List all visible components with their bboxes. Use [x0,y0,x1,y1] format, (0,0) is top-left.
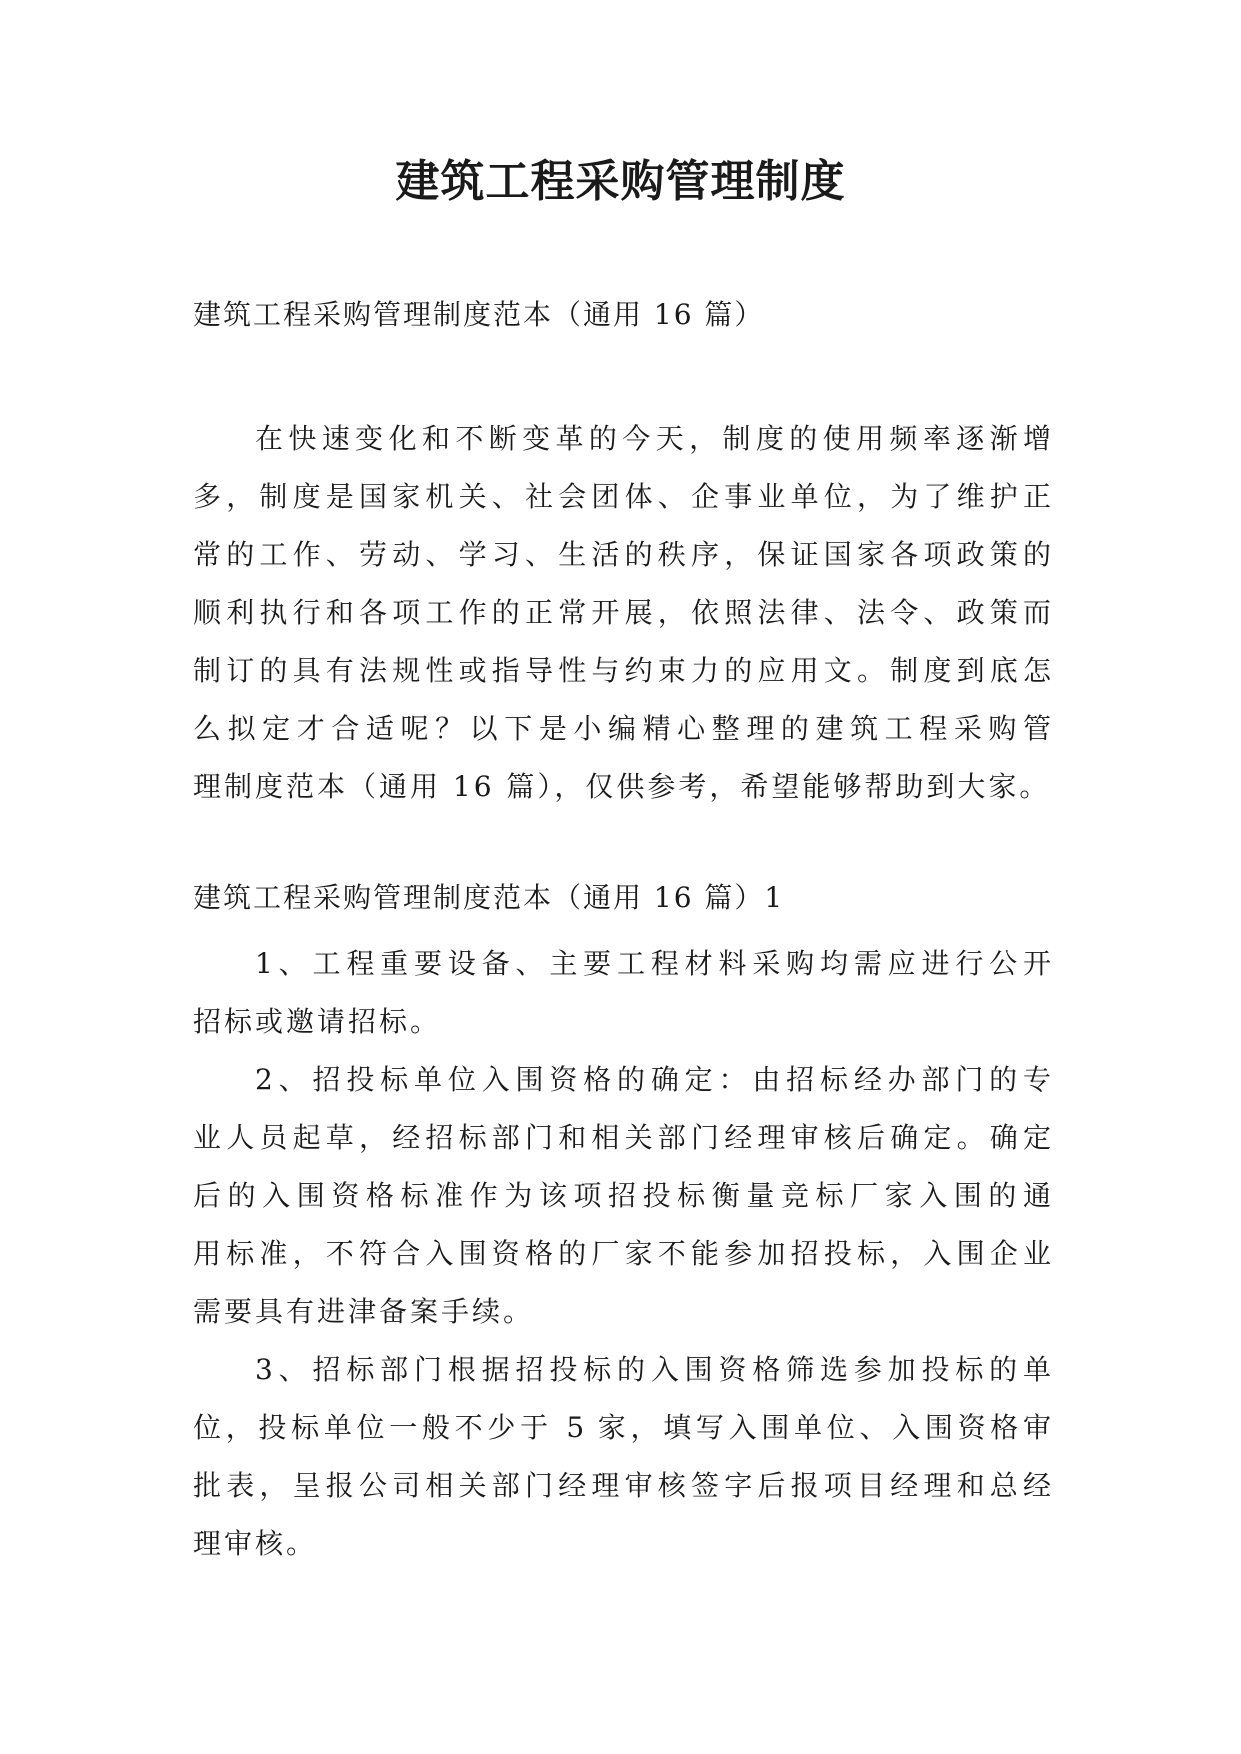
clause-line: 后的入围资格标准作为该项招投标衡量竞标厂家入围的通 [193,1179,1051,1212]
section-heading: 建筑工程采购管理制度范本（通用 16 篇）1 [193,881,785,914]
clause-line: 理审核。 [193,1527,318,1560]
clause-item [193,1341,1051,1573]
intro-line: 制订的具有法规性或指导性与约束力的应用文。制度到底怎 [193,654,1051,687]
clause-item [193,935,1051,1051]
clause-line: 批表，呈报公司相关部门经理审核签字后报项目经理和总经 [193,1469,1051,1502]
clause-list [193,935,1051,1573]
intro-line: 多，制度是国家机关、社会团体、企事业单位，为了维护正 [193,480,1051,513]
clause-line: 用标准，不符合入围资格的厂家不能参加招投标，入围企业 [193,1237,1051,1270]
intro-line: 在快速变化和不断变革的今天，制度的使用频率逐渐增 [255,422,1051,455]
document-subtitle: 建筑工程采购管理制度范本（通用 16 篇） [193,298,765,331]
document-title: 建筑工程采购管理制度 [395,156,846,207]
intro-line: 么拟定才合适呢？以下是小编精心整理的建筑工程采购管 [193,712,1051,745]
clause-line: 需要具有进津备案手续。 [193,1295,535,1328]
clause-item [193,1051,1051,1341]
clause-line: 2、招投标单位入围资格的确定：由招标经办部门的专 [255,1063,1051,1096]
intro-paragraph [193,410,1051,816]
clause-line: 3、招标部门根据招投标的入围资格筛选参加投标的单 [255,1353,1051,1386]
intro-line: 常的工作、劳动、学习、生活的秩序，保证国家各项政策的 [193,538,1051,571]
clause-line: 业人员起草，经招标部门和相关部门经理审核后确定。确定 [193,1121,1051,1154]
clause-line: 招标或邀请招标。 [193,1005,442,1038]
intro-line: 理制度范本（通用 16 篇），仅供参考，希望能够帮助到大家。 [193,770,1051,803]
clause-line: 位，投标单位一般不少于 5 家，填写入围单位、入围资格审 [193,1411,1051,1444]
clause-line: 1、工程重要设备、主要工程材料采购均需应进行公开 [255,947,1051,980]
intro-line: 顺利执行和各项工作的正常开展，依照法律、法令、政策而 [193,596,1051,629]
